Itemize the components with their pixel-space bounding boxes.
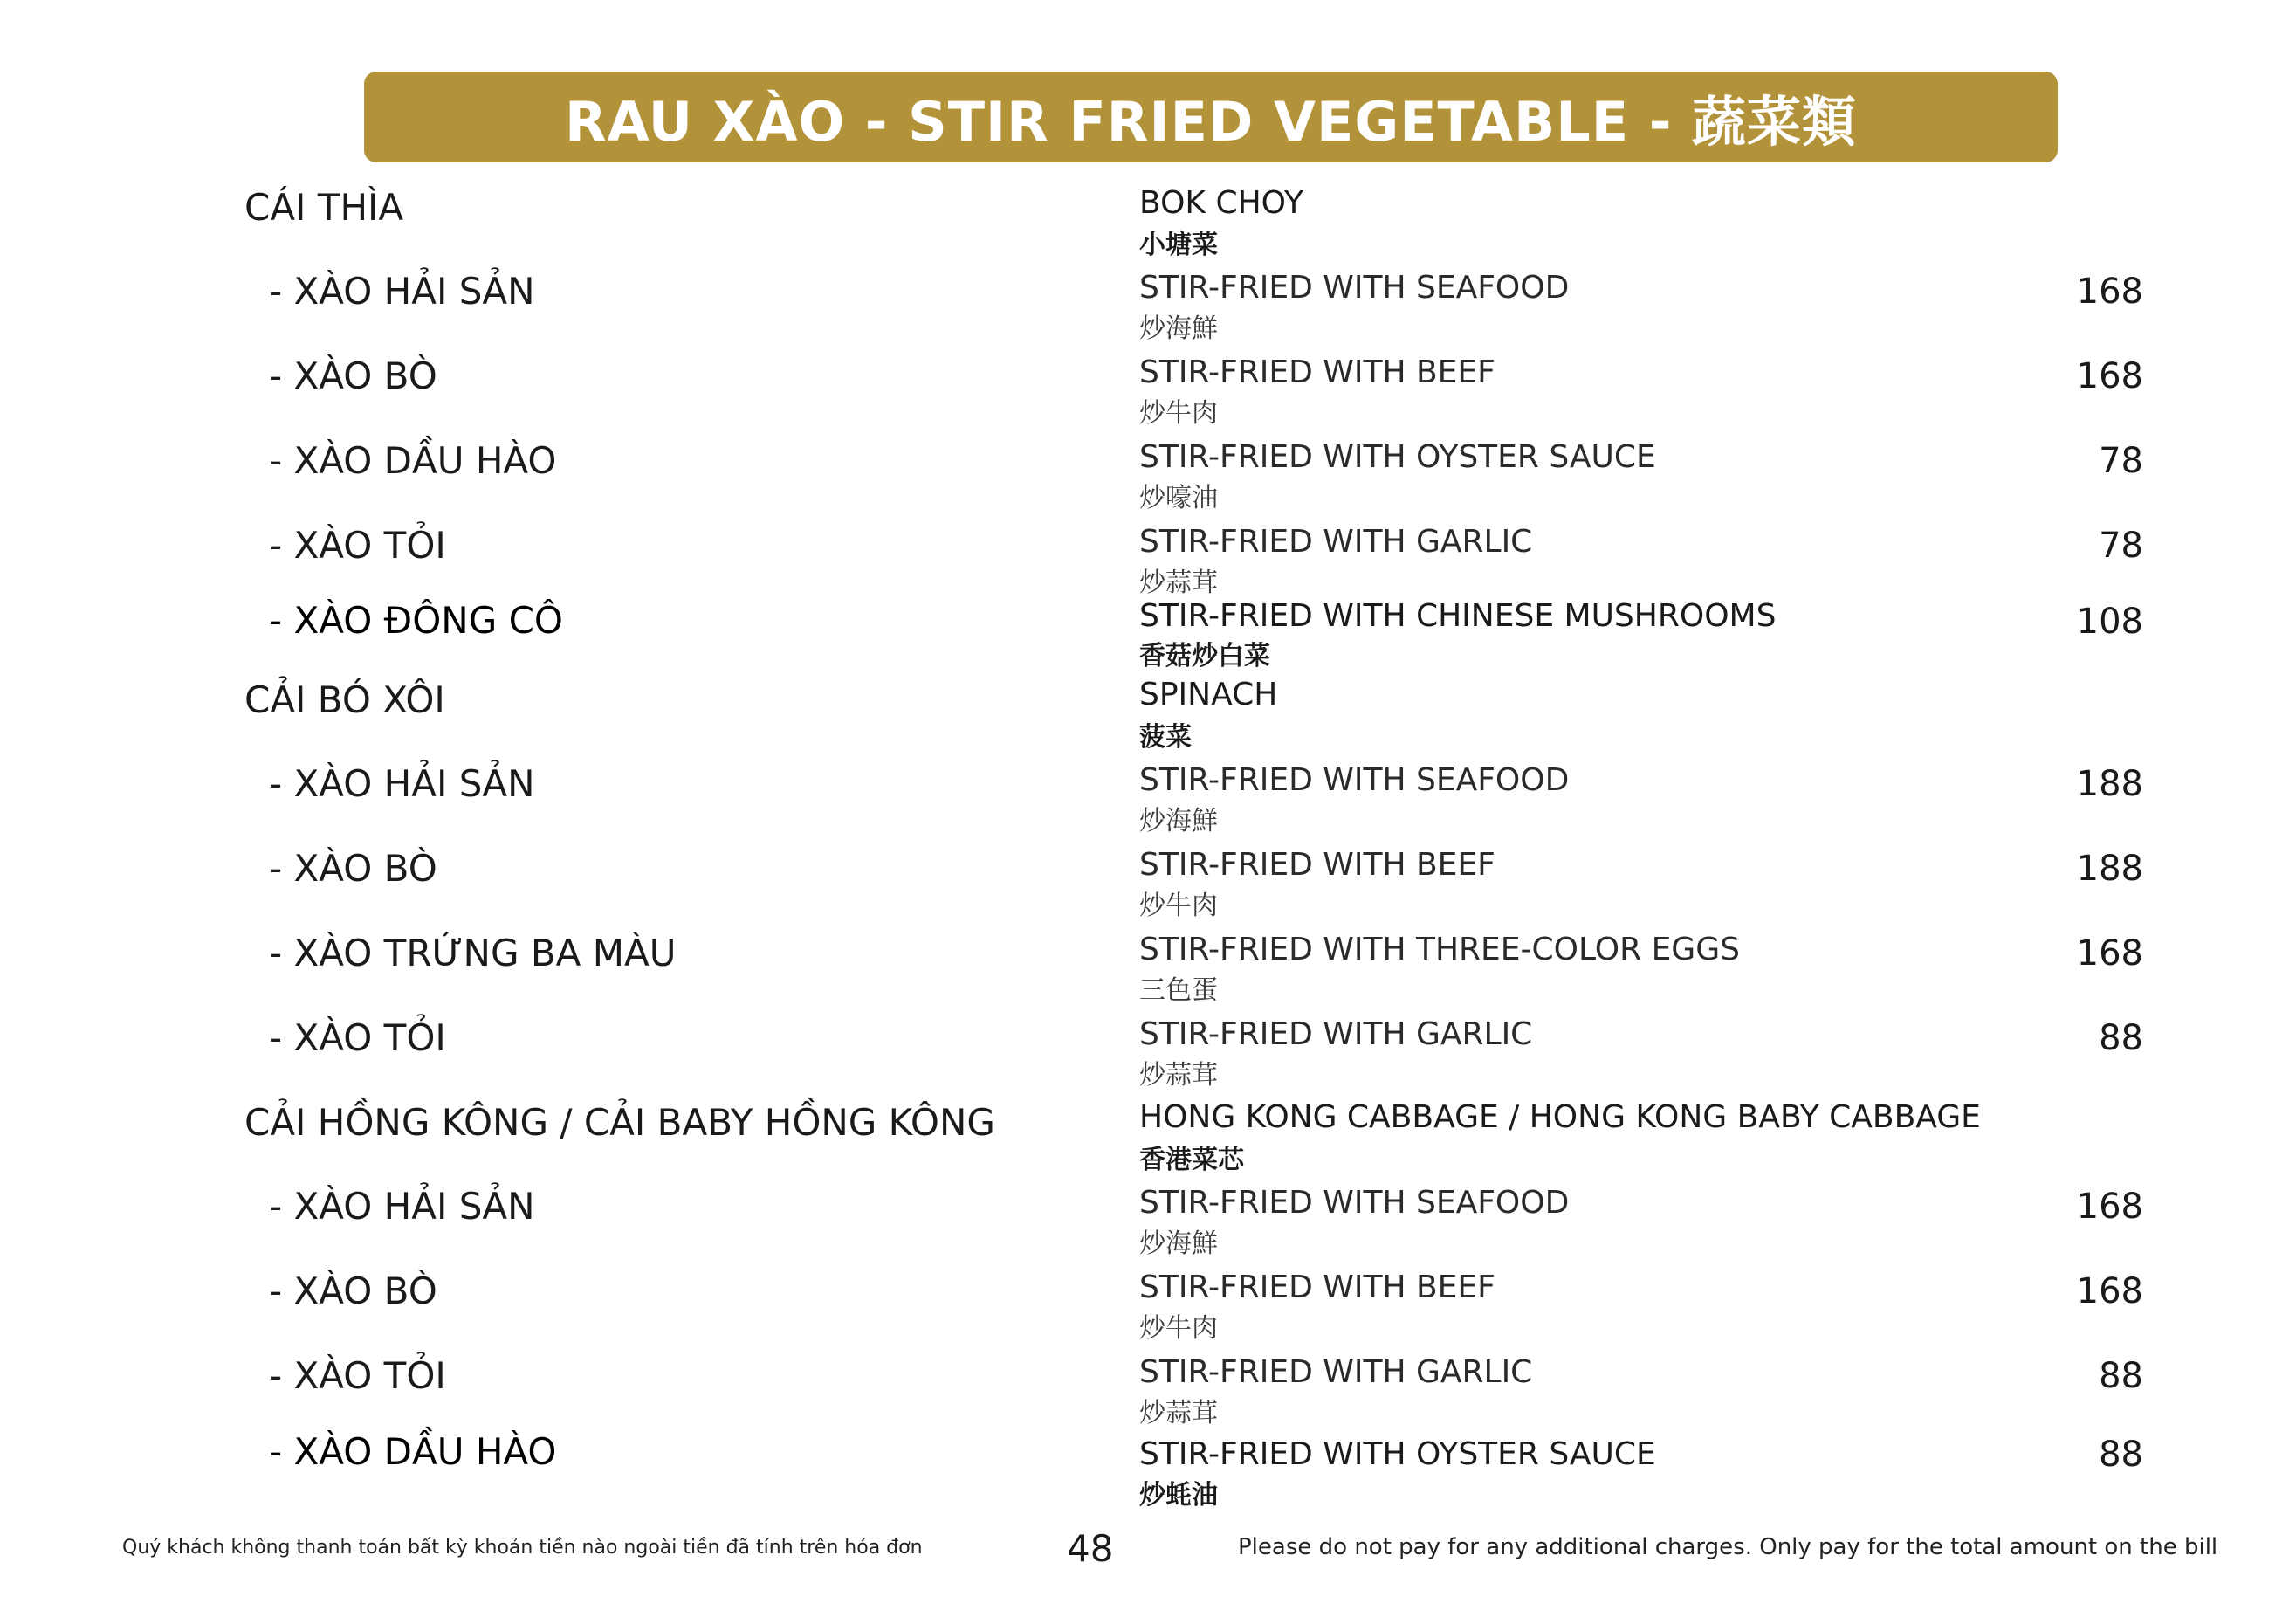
menu-item-vn: - XÀO BÒ <box>269 354 437 397</box>
menu-item-en: STIR-FRIED WITH BEEF <box>1139 354 1495 390</box>
menu-item-price: 168 <box>2076 933 2143 974</box>
menu-item-vn: - XÀO TỎI <box>269 1016 446 1059</box>
menu-item-vn: - XÀO TRỨNG BA MÀU <box>269 932 677 974</box>
menu-item-en: STIR-FRIED WITH SEAFOOD <box>1139 1185 1570 1221</box>
menu-item-price: 168 <box>2076 272 2143 312</box>
menu-item-zh: 炒海鮮 <box>1139 313 1218 344</box>
menu-item-en: STIR-FRIED WITH GARLIC <box>1139 524 1533 560</box>
menu-item-en: STIR-FRIED WITH GARLIC <box>1139 1354 1533 1390</box>
menu-item-price: 78 <box>2099 526 2143 566</box>
menu-item-en: STIR-FRIED WITH THREE-COLOR EGGS <box>1139 932 1740 967</box>
menu-item-en: STIR-FRIED WITH OYSTER SAUCE <box>1139 439 1656 475</box>
menu-item-vn: - XÀO TỎI <box>269 524 446 567</box>
menu-item-vn: - XÀO BÒ <box>269 847 437 890</box>
menu-item-vn: - XÀO TỎI <box>269 1354 446 1397</box>
menu-item-zh: 香菇炒白菜 <box>1139 641 1270 671</box>
category-en: SPINACH <box>1139 677 1278 712</box>
menu-item-zh: 炒牛肉 <box>1139 891 1218 921</box>
menu-item-zh: 炒蚝油 <box>1139 1480 1218 1510</box>
menu-item-zh: 炒蒜茸 <box>1139 1060 1218 1091</box>
menu-item-en: STIR-FRIED WITH OYSTER SAUCE <box>1139 1436 1656 1472</box>
menu-item-zh: 三色蛋 <box>1139 975 1218 1006</box>
page-number: 48 <box>1067 1527 1114 1570</box>
menu-item-zh: 炒海鮮 <box>1139 1228 1218 1259</box>
menu-item-price: 168 <box>2076 356 2143 396</box>
menu-item-vn: - XÀO ĐÔNG CÔ <box>269 599 563 642</box>
menu-item-zh: 炒嚎油 <box>1139 483 1218 513</box>
section-title: RAU XÀO - STIR FRIED VEGETABLE - 蔬菜類 <box>564 89 1858 154</box>
footer-note-vn: Quý khách không thanh toán bất kỳ khoản tiền nào ngoài tiền đã tính trên hóa đơn <box>122 1537 923 1559</box>
menu-item-en: STIR-FRIED WITH SEAFOOD <box>1139 762 1570 798</box>
section-title-banner <box>364 72 2058 162</box>
menu-item-price: 168 <box>2076 1187 2143 1227</box>
menu-item-vn: - XÀO BÒ <box>269 1270 437 1312</box>
menu-item-zh: 炒蒜茸 <box>1139 1398 1218 1428</box>
menu-item-zh: 炒蒜茸 <box>1139 568 1218 598</box>
category-vn: CẢI HỒNG KÔNG / CẢI BABY HỒNG KÔNG <box>244 1101 995 1144</box>
category-zh: 菠菜 <box>1139 722 1192 753</box>
menu-item-price: 88 <box>2099 1018 2143 1058</box>
menu-item-zh: 炒牛肉 <box>1139 1313 1218 1344</box>
menu-item-vn: - XÀO HẢI SẢN <box>269 270 535 313</box>
menu-item-vn: - XÀO DẦU HÀO <box>269 1430 557 1473</box>
category-vn: CẢI BÓ XÔI <box>244 678 445 721</box>
menu-item-en: STIR-FRIED WITH CHINESE MUSHROOMS <box>1139 598 1777 634</box>
menu-item-vn: - XÀO HẢI SẢN <box>269 762 535 805</box>
menu-item-vn: - XÀO DẦU HÀO <box>269 439 557 482</box>
menu-item-price: 78 <box>2099 441 2143 481</box>
menu-item-price: 168 <box>2076 1271 2143 1311</box>
menu-item-en: STIR-FRIED WITH BEEF <box>1139 1270 1495 1305</box>
menu-item-vn: - XÀO HẢI SẢN <box>269 1185 535 1228</box>
menu-item-price: 188 <box>2076 764 2143 804</box>
category-vn: CÁI THÌA <box>244 186 404 229</box>
footer-note-en: Please do not pay for any additional charges. Only pay for the total amount on the bill <box>1238 1534 2218 1560</box>
category-zh: 香港菜芯 <box>1139 1145 1244 1175</box>
menu-item-price: 188 <box>2076 849 2143 889</box>
menu-item-en: STIR-FRIED WITH GARLIC <box>1139 1016 1533 1052</box>
menu-item-zh: 炒牛肉 <box>1139 398 1218 429</box>
menu-item-en: STIR-FRIED WITH SEAFOOD <box>1139 270 1570 306</box>
menu-item-price: 88 <box>2099 1435 2143 1475</box>
menu-item-price: 88 <box>2099 1356 2143 1396</box>
category-en: BOK CHOY <box>1139 185 1304 221</box>
menu-item-en: STIR-FRIED WITH BEEF <box>1139 847 1495 883</box>
category-zh: 小塘菜 <box>1139 230 1218 260</box>
category-en: HONG KONG CABBAGE / HONG KONG BABY CABBAGE <box>1139 1099 1981 1135</box>
menu-item-price: 108 <box>2076 602 2143 642</box>
menu-item-zh: 炒海鮮 <box>1139 806 1218 836</box>
